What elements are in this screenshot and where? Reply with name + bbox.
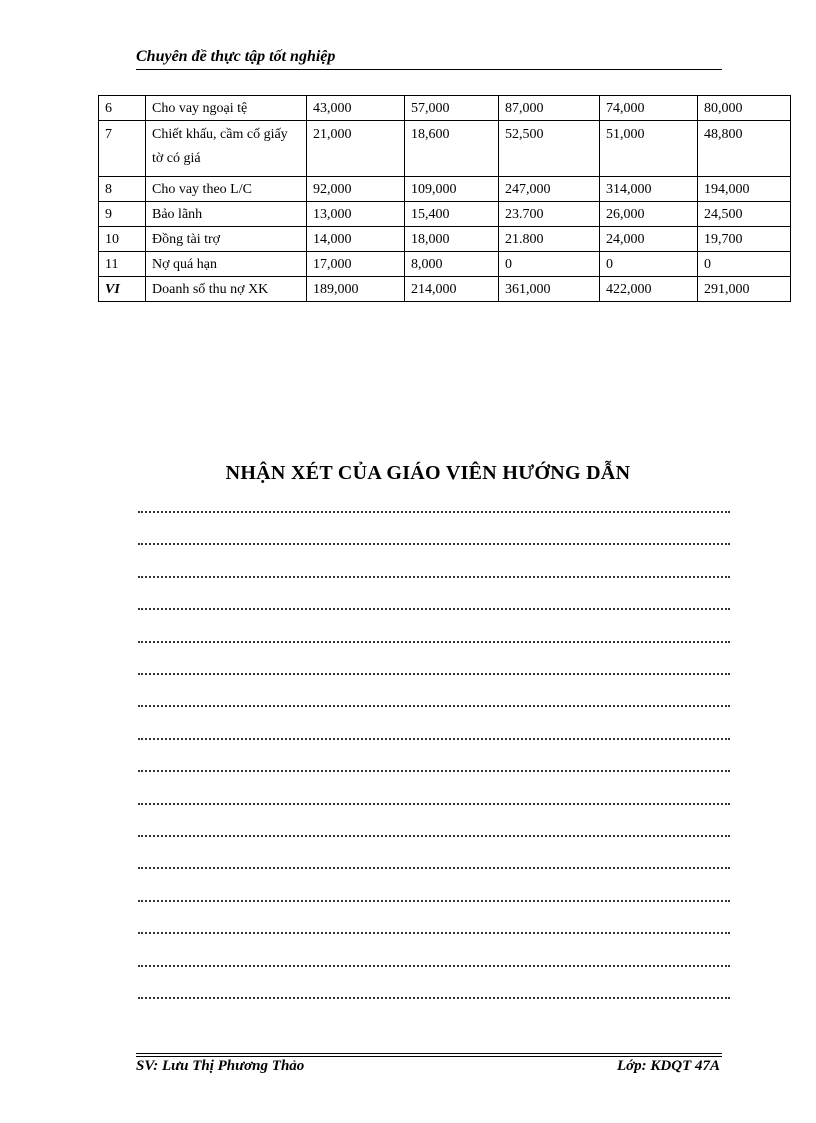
table-cell: 0 [698,252,791,277]
page-header-title: Chuyên đề thực tập tốt nghiệp [136,48,336,65]
table-row [99,227,791,252]
table-cell: VI [99,277,146,302]
dotted-line [138,705,730,707]
table-cell: 189,000 [307,277,405,302]
table-cell: 0 [499,252,600,277]
dotted-line [138,835,730,837]
table-cell: 43,000 [307,96,405,121]
table-cell: 14,000 [307,227,405,252]
dotted-line [138,867,730,869]
table-cell: 21,000 [307,121,405,177]
table-cell: 7 [99,121,146,177]
table-cell: 17,000 [307,252,405,277]
table-cell: Đồng tài trợ [146,227,307,252]
table-cell: 48,800 [698,121,791,177]
dotted-line [138,576,730,578]
table-cell: Bảo lãnh [146,202,307,227]
table-cell: 18,000 [405,227,499,252]
table-cell: Chiết khấu, cầm cố giấy tờ có giá [146,121,307,177]
table-cell: Nợ quá hạn [146,252,307,277]
table-cell: 8,000 [405,252,499,277]
table-cell: Cho vay theo L/C [146,177,307,202]
table-cell: 74,000 [600,96,698,121]
table-cell: 24,500 [698,202,791,227]
table-cell: 9 [99,202,146,227]
credit-data-table [98,95,791,302]
dotted-line [138,608,730,610]
dotted-line [138,511,730,513]
table-cell: 51,000 [600,121,698,177]
table-cell: 10 [99,227,146,252]
table-cell: 15,400 [405,202,499,227]
table-cell: 214,000 [405,277,499,302]
table-cell: 314,000 [600,177,698,202]
table-cell: 19,700 [698,227,791,252]
footer-student-name: SV: Lưu Thị Phương Thảo [136,1058,305,1074]
review-heading: NHẬN XÉT CỦA GIÁO VIÊN HƯỚNG DẪN [225,462,631,484]
dotted-line [138,641,730,643]
dotted-line [138,770,730,772]
table-cell: 0 [600,252,698,277]
dotted-line [138,673,730,675]
table-cell: 194,000 [698,177,791,202]
table-row [99,252,791,277]
table-cell: 52,500 [499,121,600,177]
header-rule [136,69,722,70]
table-cell: 361,000 [499,277,600,302]
footer-class: Lớp: KDQT 47A [616,1058,720,1074]
dotted-line [138,738,730,740]
dotted-line [138,900,730,902]
table-row [99,277,791,302]
table-cell: 422,000 [600,277,698,302]
dotted-line [138,997,730,999]
table-cell: 92,000 [307,177,405,202]
table-row [99,121,791,177]
table-row [99,177,791,202]
table-cell: 23.700 [499,202,600,227]
table-cell: Cho vay ngoại tệ [146,96,307,121]
table-cell: 6 [99,96,146,121]
table-cell: 291,000 [698,277,791,302]
dotted-line [138,543,730,545]
table-cell: 57,000 [405,96,499,121]
table-cell: 11 [99,252,146,277]
footer-rule [136,1053,722,1057]
table-cell: 26,000 [600,202,698,227]
table-cell: 24,000 [600,227,698,252]
table-cell: 247,000 [499,177,600,202]
table-cell: 8 [99,177,146,202]
table-cell: 109,000 [405,177,499,202]
dotted-line [138,803,730,805]
table-cell: 80,000 [698,96,791,121]
dotted-line [138,965,730,967]
table-cell: 18,600 [405,121,499,177]
table-cell: 21.800 [499,227,600,252]
dotted-line [138,932,730,934]
table-cell: 87,000 [499,96,600,121]
table-row [99,96,791,121]
table-row [99,202,791,227]
table-cell: 13,000 [307,202,405,227]
table-cell: Doanh số thu nợ XK [146,277,307,302]
